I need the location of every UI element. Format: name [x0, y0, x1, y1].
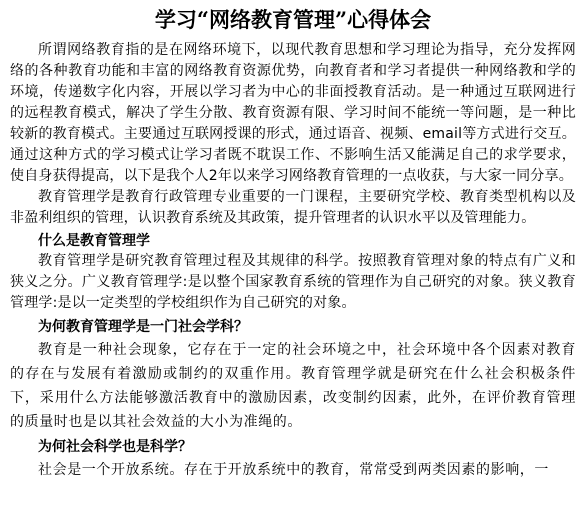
section-body-what-is: 教育管理学是研究教育管理过程及其规律的科学。按照教育管理对象的特点有广义和狭义之分。广义教育管理学:是以整个国家教育系统的管理作为自己研究的对象。狭义教育管理学:是以一定类型的学校组织作为自己研究的对象。 — [10, 253, 576, 311]
document-title: 学习“网络教育管理”心得体会 — [154, 7, 432, 32]
course-paragraph: 教育管理学是教育行政管理专业重要的一门课程，主要研究学校、教育类型机构以及非盈利组织的管理，认识教育系统及其政策，提升管理者的认识水平以及管理能力。 — [10, 189, 576, 226]
section-body-social-discipline: 教育是一种社会现象，它存在于一定的社会环境之中，社会环境中各个因素对教育的存在与发展有着激励或制约的双重作用。教育管理学就是研究在什么社会积极条件下，采用什么方法能够激活教育中的激励因素，改变制约因素，此外，在评价教育管理的质量时也是以其社会效益的大小为准绳的。 — [10, 342, 576, 430]
section-body-social-science: 社会是一个开放系统。存在于开放系统中的教育，常常受到两类因素的影响，一 — [38, 462, 549, 478]
section-heading-what-is: 什么是教育管理学 — [38, 233, 150, 249]
section-heading-social-discipline: 为何教育管理学是一门社会学科？ — [38, 319, 248, 335]
intro-paragraph: 所谓网络教育指的是在网络环境下，以现代教育思想和学习理论为指导，充分发挥网络的各种教育功能和丰富的网络教育资源优势，向教育者和学习者提供一种网络教和学的环境，传递数字化内容，开展以学习者为中心的非面授教育活动。是一种通过互联网进行的远程教育模式，解决了学生分散、教育资源有限、学习时间不能统一等问题，是一种比较新的教育模式。主要通过互联网授课的形式，通过语音、视频、email等方式进行交互。通过这种方式的学习模式让学习者既不耽误工作、不影响生活又能满足自己的求学要求，使自身获得提高，以下是我个人2年以来学习网络教育管理的一点收获，与大家一同分享。 — [10, 42, 576, 184]
section-heading-social-science: 为何社会科学也是科学？ — [38, 439, 192, 455]
